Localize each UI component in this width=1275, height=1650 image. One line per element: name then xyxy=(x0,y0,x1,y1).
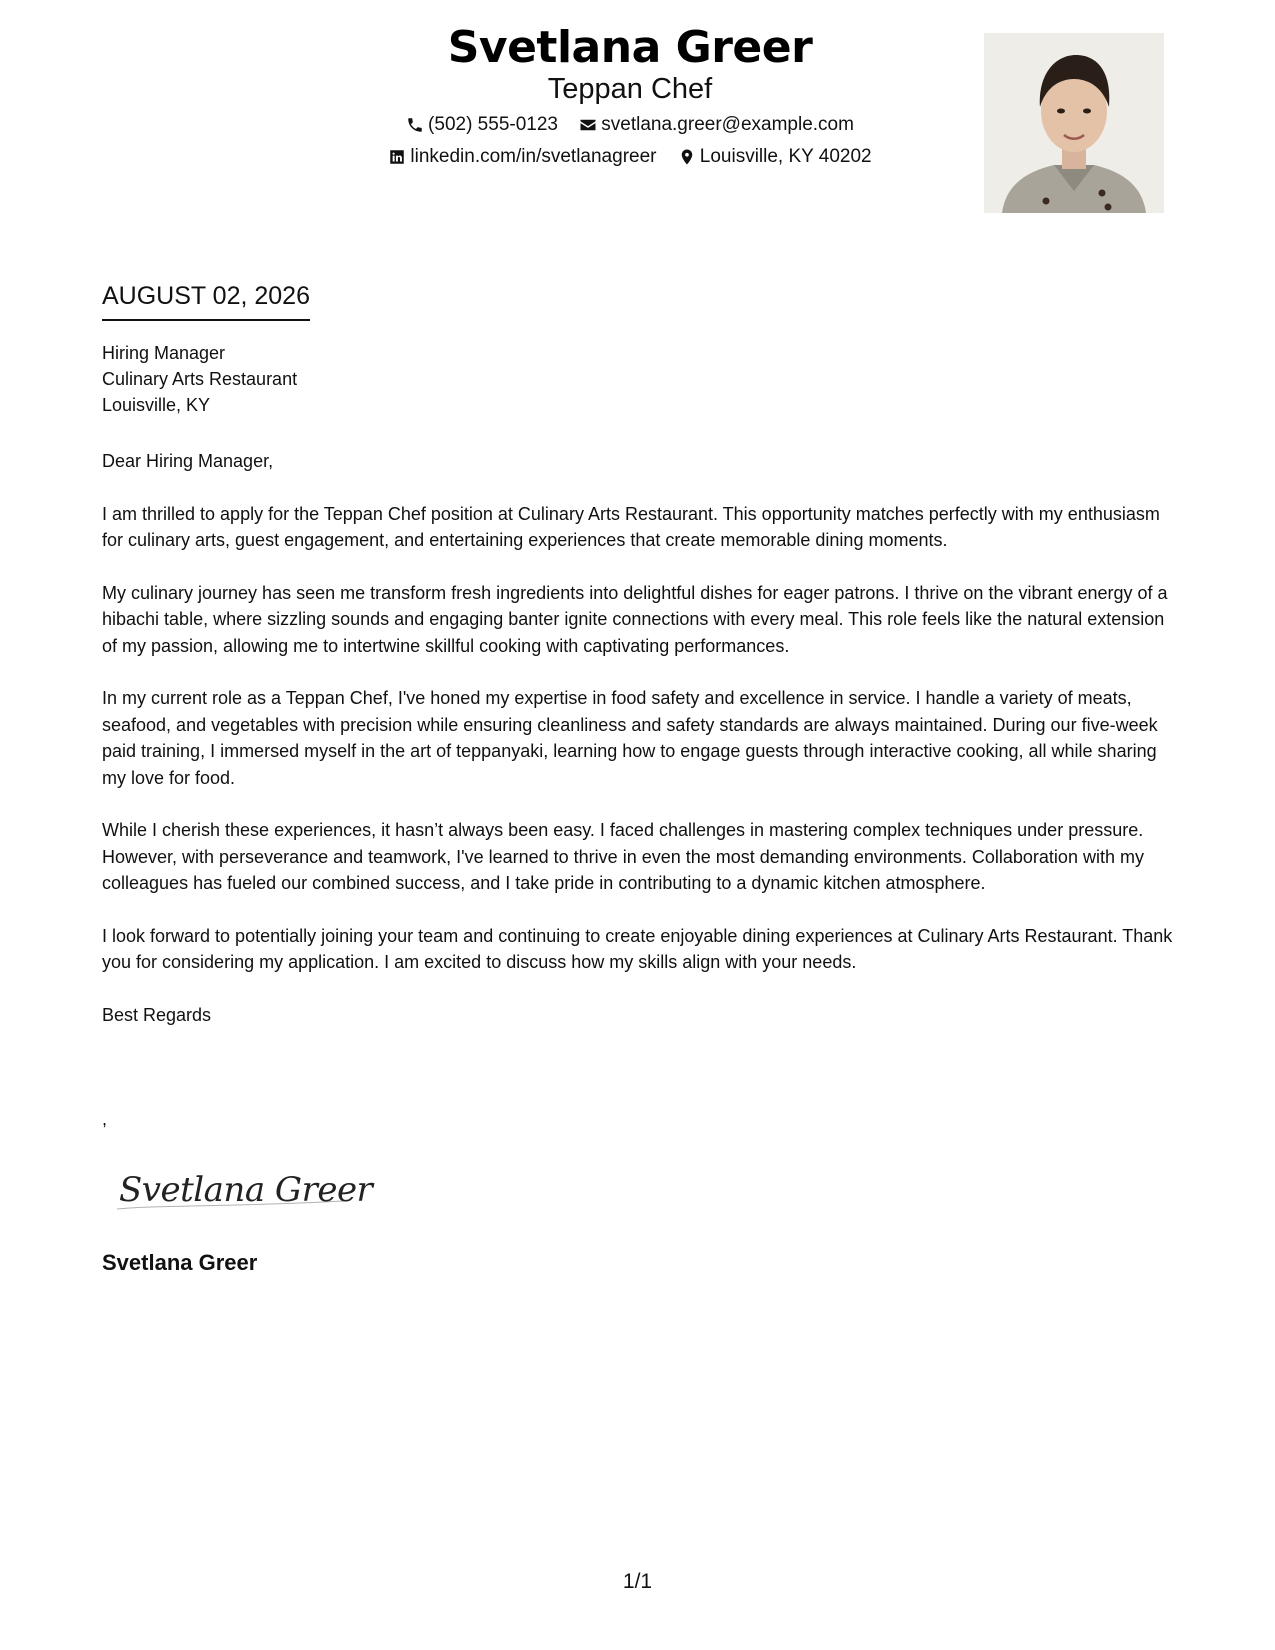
recipient-name: Hiring Manager xyxy=(102,343,226,363)
recipient-company: Culinary Arts Restaurant xyxy=(102,369,298,389)
location-text: Louisville, KY 40202 xyxy=(699,146,872,167)
envelope-icon xyxy=(579,116,597,134)
resume-header xyxy=(0,0,1275,240)
svg-text:Svetlana Greer: Svetlana Greer xyxy=(119,1170,373,1210)
letter-body xyxy=(102,448,1177,1054)
body-paragraph: I look forward to potentially joining your team and continuing to create enjoyable dining experiences at Culinary Arts Restaurant. Thank you for considering my application. I am excited to discuss how my skills align with your needs. xyxy=(102,925,1173,972)
body-paragraph: My culinary journey has seen me transform fresh ingredients into delightful dishes for eager patrons. I thrive on the vibrant energy of a hibachi table, where sizzling sounds and engaging banter ignite connections with every meal. This role feels like the natural extension of my passion, allowing me to intertwine skillful cooking with captivating performances. xyxy=(102,582,1168,656)
salutation: Dear Hiring Manager, xyxy=(102,451,274,471)
email-address[interactable]: svetlana.greer@example.com xyxy=(601,114,854,135)
phone-contact xyxy=(406,112,558,138)
letter-date xyxy=(102,279,310,321)
linkedin-url[interactable]: linkedin.com/in/svetlanagreer xyxy=(410,146,657,167)
linkedin-icon xyxy=(388,148,406,166)
page-number: 1/1 xyxy=(622,1570,653,1593)
recipient-block xyxy=(102,340,297,418)
date-text: AUGUST 02, 2026 xyxy=(102,279,310,321)
recipient-location: Louisville, KY xyxy=(102,395,211,415)
body-paragraph: In my current role as a Teppan Chef, I've honed my expertise in food safety and excellence in service. I handle a variety of meats, seafood, and vegetables with precision while ensuring cleanliness and safety standards are always maintained. During our five-week paid training, I immersed myself in the art of teppanyaki, learning how to engage guests through interactive cooking, all while sharing my love for food. xyxy=(102,688,1158,788)
profile-photo xyxy=(984,33,1164,213)
applicant-title: Teppan Chef xyxy=(547,73,713,105)
signer-name: Svetlana Greer xyxy=(102,1250,258,1275)
email-contact[interactable] xyxy=(579,112,854,138)
body-paragraph: While I cherish these experiences, it hasn’t always been easy. I faced challenges in mastering complex techniques under pressure. However, with perseverance and teamwork, I've learned to thrive in even the most demanding environments. Collaboration with my colleagues has fueled our combined success, and I take pride in contributing to a dynamic kitchen atmosphere. xyxy=(102,820,1144,893)
phone-icon xyxy=(406,116,424,134)
body-paragraph: I am thrilled to apply for the Teppan Chef position at Culinary Arts Restaurant. This opportunity matches perfectly with my enthusiasm for culinary arts, guest engagement, and entertaining experiences that create memorable dining moments. xyxy=(102,503,1160,550)
handwritten-signature xyxy=(115,1155,375,1225)
location-contact xyxy=(678,144,872,170)
closing: Best Regards xyxy=(102,1004,212,1025)
applicant-name: Svetlana Greer xyxy=(447,22,813,73)
phone-number: (502) 555-0123 xyxy=(428,114,558,135)
map-pin-icon xyxy=(678,148,696,166)
closing-comma: , xyxy=(102,1109,108,1129)
linkedin-contact[interactable] xyxy=(388,144,656,170)
